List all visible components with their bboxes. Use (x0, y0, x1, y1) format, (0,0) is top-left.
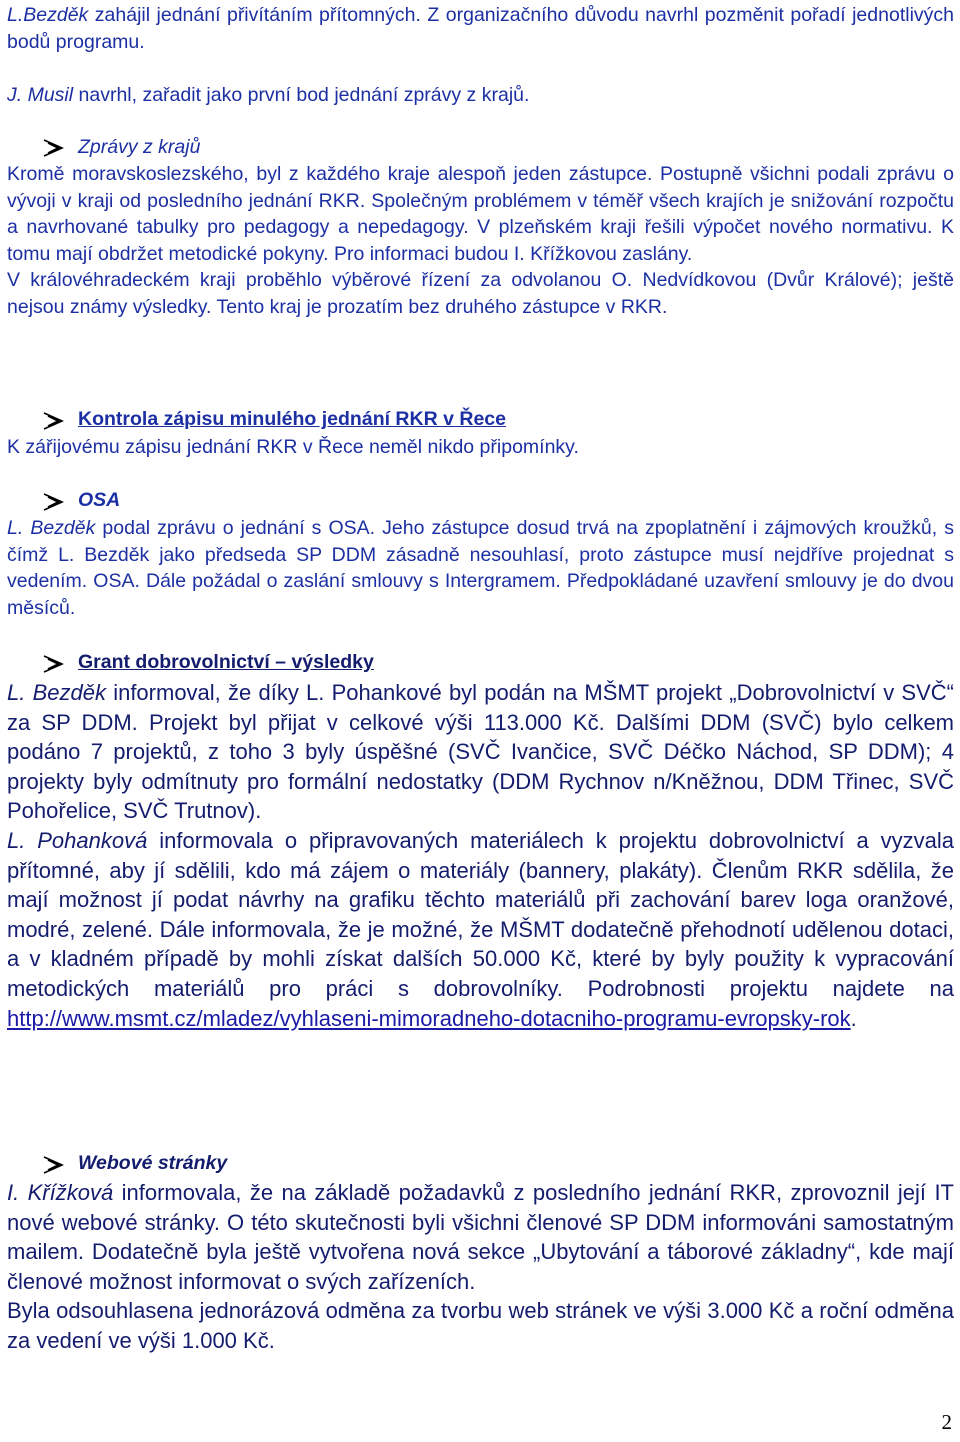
intro-paragraph-1: L.Bezděk zahájil jednání přivítáním přítomných. Z organizačního důvodu navrhl pozměnit pořadí jednotlivých bodů programu. (7, 4, 954, 53)
section-kontrola-body (7, 434, 954, 461)
section-osa-body (7, 515, 954, 621)
paragraph: K zářijovému zápisu jednání RKR v Řece neměl nikdo připomínky. (7, 436, 579, 458)
person-name: L. Pohanková (7, 827, 148, 853)
section-heading-kontrola: Kontrola zápisu minulého jednání RKR v Řece (78, 408, 506, 430)
person-name: I. Křížková (7, 1180, 114, 1205)
paragraph: L. Bezděk informoval, že díky L. Pohankové byl podán na MŠMT projekt „Dobrovolnictví v SVČ“ za SP DDM. Projekt byl přijat v celkové výši 113.000 Kč. Dalšími DDM (SVČ) bylo celkem podáno 7 projektů, z toho 3 byly úspěšné (SVČ Ivančice, SVČ Déčko Náchod, SP DDM); 4 projekty byly odmítnuty pro formální nedostatky (DDM Rychnov n/Kněžnou, DDM Třinec, SVČ Pohořelice, SVČ Trutnov). (7, 680, 954, 824)
person-name: J. Musil (7, 84, 74, 106)
person-name: L. Bezděk (7, 517, 96, 539)
paragraph: V královéhradeckém kraji proběhlo výběrové řízení za odvolanou O. Nedvídkovou (Dvůr Králové); ještě nejsou známy výsledky. Tento kraj je prozatím bez druhého zástupce v RKR. (7, 269, 954, 318)
person-name: L.Bezděk (7, 4, 89, 26)
bullet-arrow-icon (42, 411, 66, 431)
bullet-arrow-icon (42, 654, 66, 674)
section-heading-osa: OSA (78, 489, 121, 511)
bullet-arrow-icon (42, 492, 66, 512)
paragraph: I. Křížková informovala, že na základě požadavků z posledního jednání RKR, zprovoznil její IT nové webové stránky. O této skutečnosti byli všichni členové SP DDM informováni samostatným mailem. Dodatečně byla ještě vytvořena nová sekce „Ubytování a táborové základny“, kde mají členové možnost informovat o svých zařízeních. (7, 1180, 954, 1294)
paragraph: L. Bezděk podal zprávu o jednání s OSA. Jeho zástupce dosud trvá na zpoplatnění i zájmových kroužků, s čímž L. Bezděk jako předseda SP DDM zásadně nesouhlasí, proto zástupce musí nejdříve projednat s vedením. OSA. Dále požádal o zaslání smlouvy s Intergramem. Předpokládané uzavření smlouvy je do dvou měsíců. (7, 517, 954, 619)
intro-paragraph-2: J. Musil navrhl, zařadit jako první bod jednání zprávy z krajů. (7, 84, 530, 106)
bullet-arrow-icon (42, 138, 66, 158)
section-heading-grant: Grant dobrovolnictví – výsledky (78, 651, 374, 673)
section-heading-webove: Webové stránky (78, 1152, 228, 1174)
section-zpravy-body (7, 161, 954, 320)
person-name: L. Bezděk (7, 680, 106, 705)
section-webove-body (7, 1178, 954, 1356)
paragraph: Kromě moravskoslezského, byl z každého kraje alespoň jeden zástupce. Postupně všichni podali zprávu o vývoji v kraji od posledního jednání RKR. Společným problémem v téměř všech krajích je snižování rozpočtu a navrhované tabulky pro pedagogy a nepedagogy. V plzeňském kraji řešili výpočet nového normativu. K tomu mají obdržet metodické pokyny. Pro informaci budou I. Křížkovou zaslány. (7, 163, 954, 265)
msmt-link[interactable]: http://www.msmt.cz/mladez/vyhlaseni-mimoradneho-dotacniho-programu-evropsky-rok (7, 1005, 851, 1031)
page-number: 2 (941, 1410, 952, 1434)
paragraph: L. Pohanková informovala o připravovaných materiálech k projektu dobrovolnictví a vyzvala přítomné, aby jí sdělili, kdo má zájem o materiály (bannery, plakáty). Členům RKR sdělila, že mají možnost jí podat návrhy na grafiku těchto materiálů při zachování barev loga oranžové, modré, zelené. Dále informovala, že je možné, že MŠMT dodatečně přehodnotí udělenou dotaci, a v kladném případě by mohli získat dalších 50.000 Kč, které by byly použity k vypracování metodických materiálů pro práci s dobrovolníky. Podrobnosti projektu najdete na http://www.msmt.cz/mladez/vyhlaseni-mimoradneho-dotacniho-programu-evropsky-rok. (7, 827, 955, 1031)
bullet-arrow-icon (42, 1155, 66, 1175)
paragraph: Byla odsouhlasena jednorázová odměna za tvorbu web stránek ve výši 3.000 Kč a roční odměna za vedení ve výši 1.000 Kč. (7, 1298, 954, 1353)
section-heading-zpravy: Zprávy z krajů (78, 136, 201, 158)
intro-block (7, 2, 954, 109)
section-grant-body (7, 678, 954, 1033)
